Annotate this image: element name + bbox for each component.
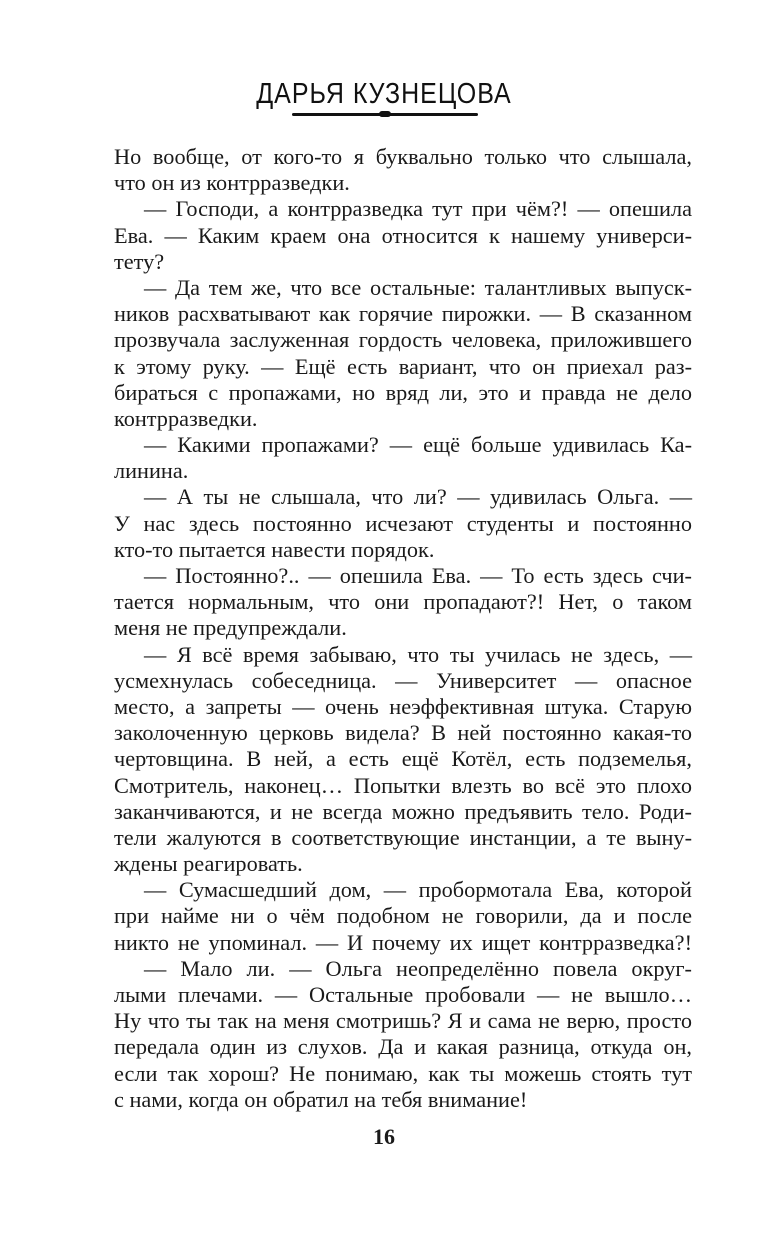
text-line: Но вообще, от кого-то я буквально только что слышала, — [114, 144, 692, 169]
text-line: к этому руку. — Ещё есть вариант, что он приехал раз- — [114, 353, 692, 379]
text-line: лыми плечами. — Остальные пробовали — не вышло… — [114, 982, 692, 1007]
text-line: тету? — [114, 248, 165, 274]
text-line: ников расхватывают как горячие пирожки. — В сказанном — [114, 301, 692, 327]
text-line: бираться с пропажами, но вряд ли, это и правда не дело — [114, 379, 692, 405]
text-line: Ева. — Каким краем она относится к нашему универси- — [114, 222, 692, 248]
body-text — [114, 144, 692, 1113]
text-line: при найме ни о чём подобном не говорили, да и после — [114, 903, 692, 929]
text-line: — А ты не слышала, что ли? — удивилась Ольга. — — [144, 484, 692, 510]
text-line: У нас здесь постоянно исчезают студенты и постоянно — [114, 510, 692, 536]
text-line: усмехнулась собеседница. — Университет — опасное — [114, 667, 692, 693]
text-line: с нами, когда он обратил на тебя внимание! — [114, 1086, 528, 1112]
header-underline-ornament — [379, 111, 391, 117]
text-line: если так хорош? Не понимаю, как ты можешь стоять тут — [114, 1060, 692, 1086]
text-line: Смотритель, наконец… Попытки влезть во всё это плохо — [114, 772, 692, 798]
text-line: линина. — [114, 458, 189, 484]
text-line: что он из контрразведки. — [114, 170, 350, 196]
text-line: тается нормальным, что они пропадают?! Нет, о таком — [114, 589, 692, 615]
text-line: — Постоянно?.. — опешила Ева. — То есть здесь счи- — [144, 563, 692, 588]
author-name: ДАРЬЯ КУЗНЕЦОВА — [256, 77, 512, 111]
text-line: меня не предупреждали. — [114, 615, 347, 641]
text-line: прозвучала заслуженная гордость человека, приложившего — [114, 327, 692, 353]
text-line: ждены реагировать. — [114, 851, 303, 877]
text-line: — Какими пропажами? — ещё больше удивилась Ка- — [144, 432, 692, 458]
text-line: передала один из слухов. Да и какая разница, откуда он, — [114, 1034, 692, 1060]
text-line: заколоченную церковь видела? В ней постоянно какая-то — [114, 720, 692, 746]
text-line: — Сумасшедший дом, — пробормотала Ева, которой — [144, 877, 692, 903]
page-number: 16 — [373, 1124, 395, 1149]
text-line: — Господи, а контрразведка тут при чём?! — опешила — [144, 196, 692, 222]
running-header — [0, 77, 768, 111]
text-line: кто-то пытается навести порядок. — [114, 536, 435, 562]
text-line: чертовщина. В ней, а есть ещё Котёл, есть подземелья, — [114, 746, 692, 772]
text-line: заканчиваются, и не всегда можно предъявить тело. Роди- — [114, 798, 692, 824]
text-line: тели жалуются в соответствующие инстанции, а те выну- — [114, 824, 692, 850]
text-line: никто не упоминал. — И почему их ищет контрразведка?! — [114, 929, 692, 955]
text-line: место, а запреты — очень неэффективная штука. Старую — [114, 693, 692, 719]
text-line: контрразведки. — [114, 405, 258, 431]
text-line: Ну что ты так на меня смотришь? Я и сама не верю, просто — [114, 1008, 692, 1034]
text-line: — Я всё время забываю, что ты училась не здесь, — — [144, 641, 692, 667]
text-line: — Да тем же, что все остальные: талантливых выпуск- — [144, 274, 692, 300]
text-line: — Мало ли. — Ольга неопределённо повела округ- — [144, 955, 692, 981]
